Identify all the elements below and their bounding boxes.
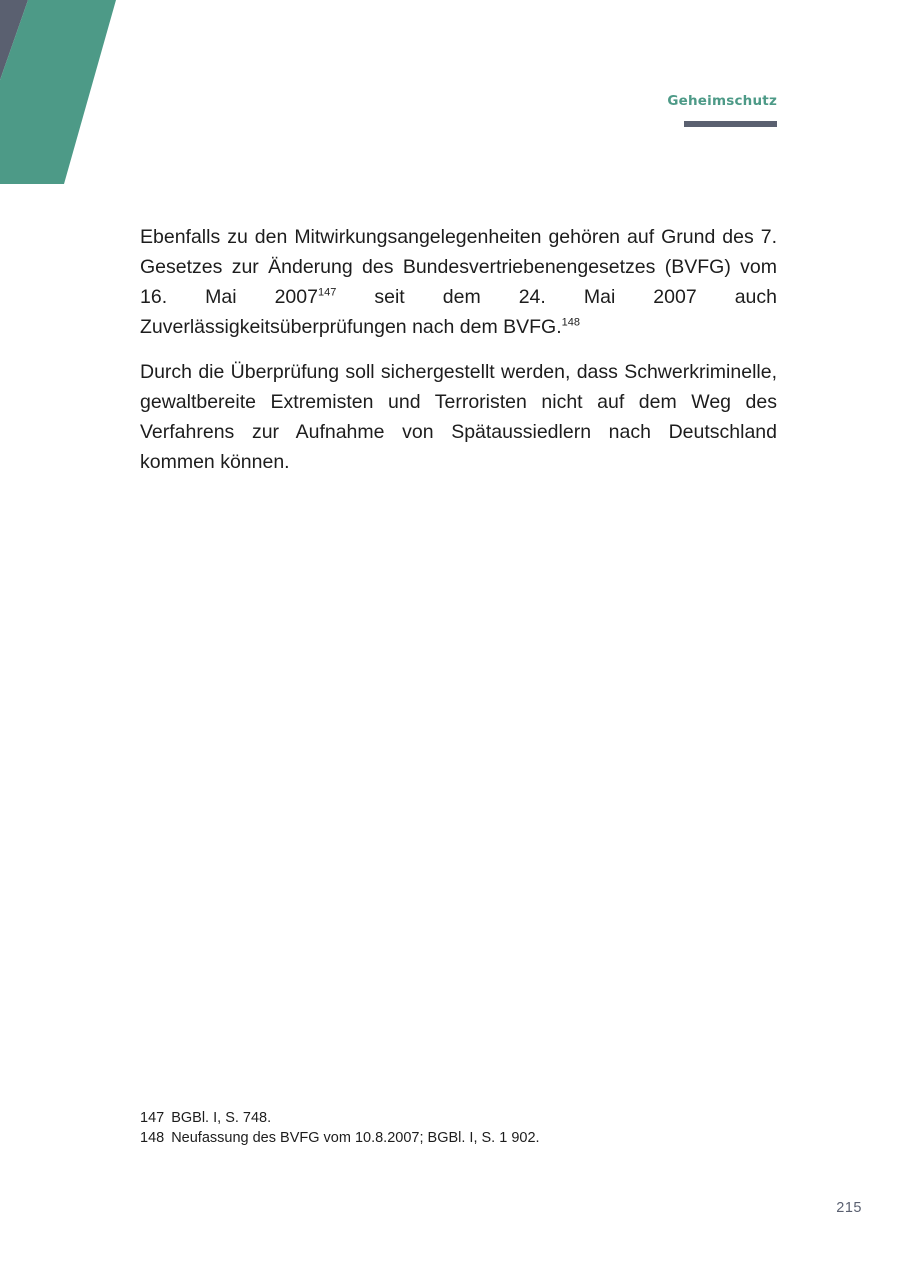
paragraph-1-text-b: seit dem 24. Mai 2007 auch Zuverlässigkeitsüberprüfungen nach dem BVFG. [140,286,778,338]
footnote-text: BGBl. I, S. 748. [171,1110,272,1126]
footnote-147 [140,1108,777,1128]
footnote-number: 148 [140,1130,165,1146]
corner-decoration [0,0,120,186]
running-title: Geheimschutz [667,93,777,109]
footnote-ref-148[interactable]: 148 [561,316,580,329]
footnotes [140,1108,777,1148]
paragraph-1 [140,222,777,342]
paragraph-2: Durch die Überprüfung soll sichergestellt werden, dass Schwerkriminelle, gewaltbereite Extremisten und Terroristen nicht auf dem Weg des Verfahrens zur Aufnahme von Spätaussiedlern nach Deutschland kommen können. [140,361,777,473]
footnote-text: Neufassung des BVFG vom 10.8.2007; BGBl. I, S. 1 902. [171,1130,540,1146]
footnote-ref-147[interactable]: 147 [317,286,337,299]
footnote-148 [140,1128,777,1148]
page-number: 215 [836,1200,862,1216]
header-rule [684,121,777,127]
body-text [140,222,777,492]
running-header [667,92,777,110]
paragraph-1-text-a: Ebenfalls zu den Mitwirkungsangelegenheiten gehören auf Grund des 7. Gesetzes zur Änderung des Bundesvertriebenengesetzes (BVFG) vom 16. Mai 2007 [140,226,777,308]
footnote-number: 147 [140,1110,165,1126]
